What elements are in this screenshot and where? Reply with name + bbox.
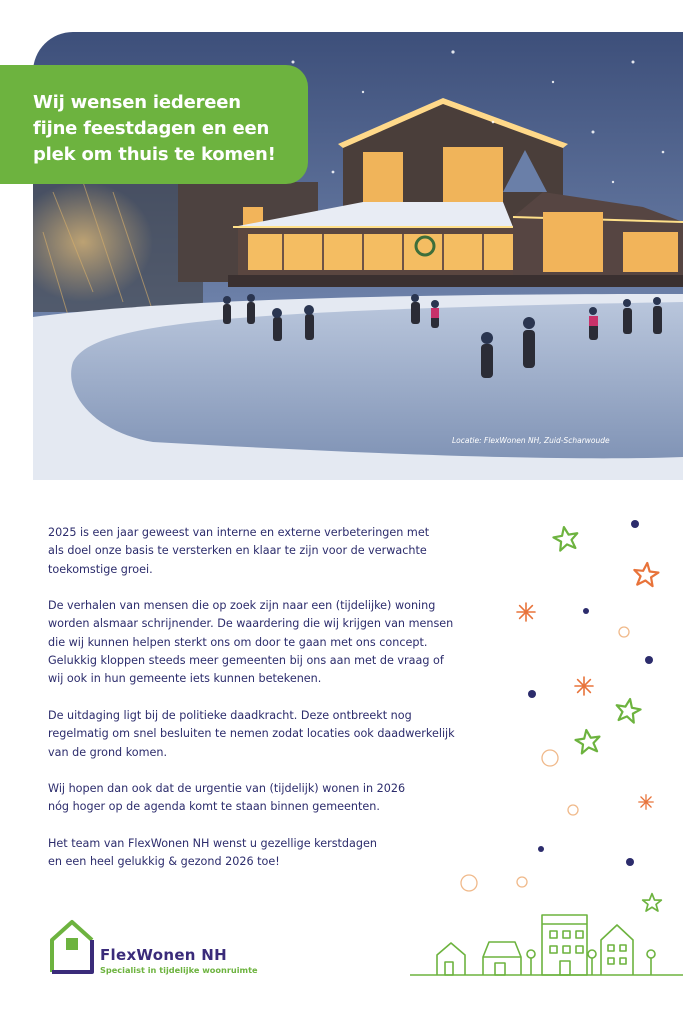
text-line: De verhalen van mensen die op zoek zijn naar een (tijdelijke) woning	[48, 599, 436, 613]
text-line: regelmatig om snel besluiten te nemen zodat locaties ook daadwerkelijk	[48, 727, 455, 741]
dot-icon	[528, 520, 653, 866]
paragraph-2	[48, 597, 478, 688]
greeting-line-1: Wij wensen iedereen	[33, 92, 241, 113]
paragraph-3	[48, 707, 478, 762]
paragraph-4	[48, 780, 478, 817]
text-line: van de grond komen.	[48, 745, 168, 759]
letter-body	[48, 524, 478, 890]
logo-tagline: Specialist in tijdelijke woonruimte	[100, 965, 258, 975]
circle-icon	[461, 627, 629, 891]
text-line: Het team van FlexWonen NH wenst u gezellige kerstdagen	[48, 837, 377, 851]
text-line: toekomstige groei.	[48, 562, 153, 576]
greeting-banner	[0, 65, 308, 184]
text-line: nóg hoger op de agenda komt te staan binnen gemeenten.	[48, 800, 380, 814]
greeting-line-3: plek om thuis te komen!	[33, 144, 276, 165]
text-line: en een heel gelukkig & gezond 2026 toe!	[48, 855, 280, 869]
greeting-line-2: fijne feestdagen en een	[33, 118, 270, 139]
text-line: worden alsmaar schrijnender. De waardering die wij krijgen van mensen	[48, 617, 454, 631]
text-line: als doel onze basis te versterken en klaar te zijn voor de verwachte	[48, 544, 427, 558]
text-line: wij ook in hun gemeente iets kunnen betekenen.	[48, 672, 322, 686]
text-line: die wij kunnen helpen sterkt ons om door te gaan met ons concept.	[48, 635, 428, 649]
text-line: Wij hopen dan ook dat de urgentie van (tijdelijk) wonen in 2026	[48, 782, 406, 796]
paragraph-5	[48, 835, 478, 872]
text-line: De uitdaging ligt bij de politieke daadkracht. Deze ontbreekt nog	[48, 708, 412, 722]
houses-illustration	[410, 915, 683, 975]
star-icon	[633, 562, 659, 587]
photo-caption: Locatie: FlexWonen NH, Zuid-Scharwoude	[452, 436, 610, 445]
snowflake-icon	[517, 603, 653, 809]
star-icon	[552, 525, 661, 911]
logo-name: FlexWonen NH	[100, 946, 228, 964]
paragraph-1	[48, 524, 478, 579]
text-line: 2025 is een jaar geweest van interne en externe verbeteringen met	[48, 526, 430, 539]
text-line: Gelukkig kloppen steeds meer gemeenten bij ons aan met de vraag of	[48, 654, 444, 668]
